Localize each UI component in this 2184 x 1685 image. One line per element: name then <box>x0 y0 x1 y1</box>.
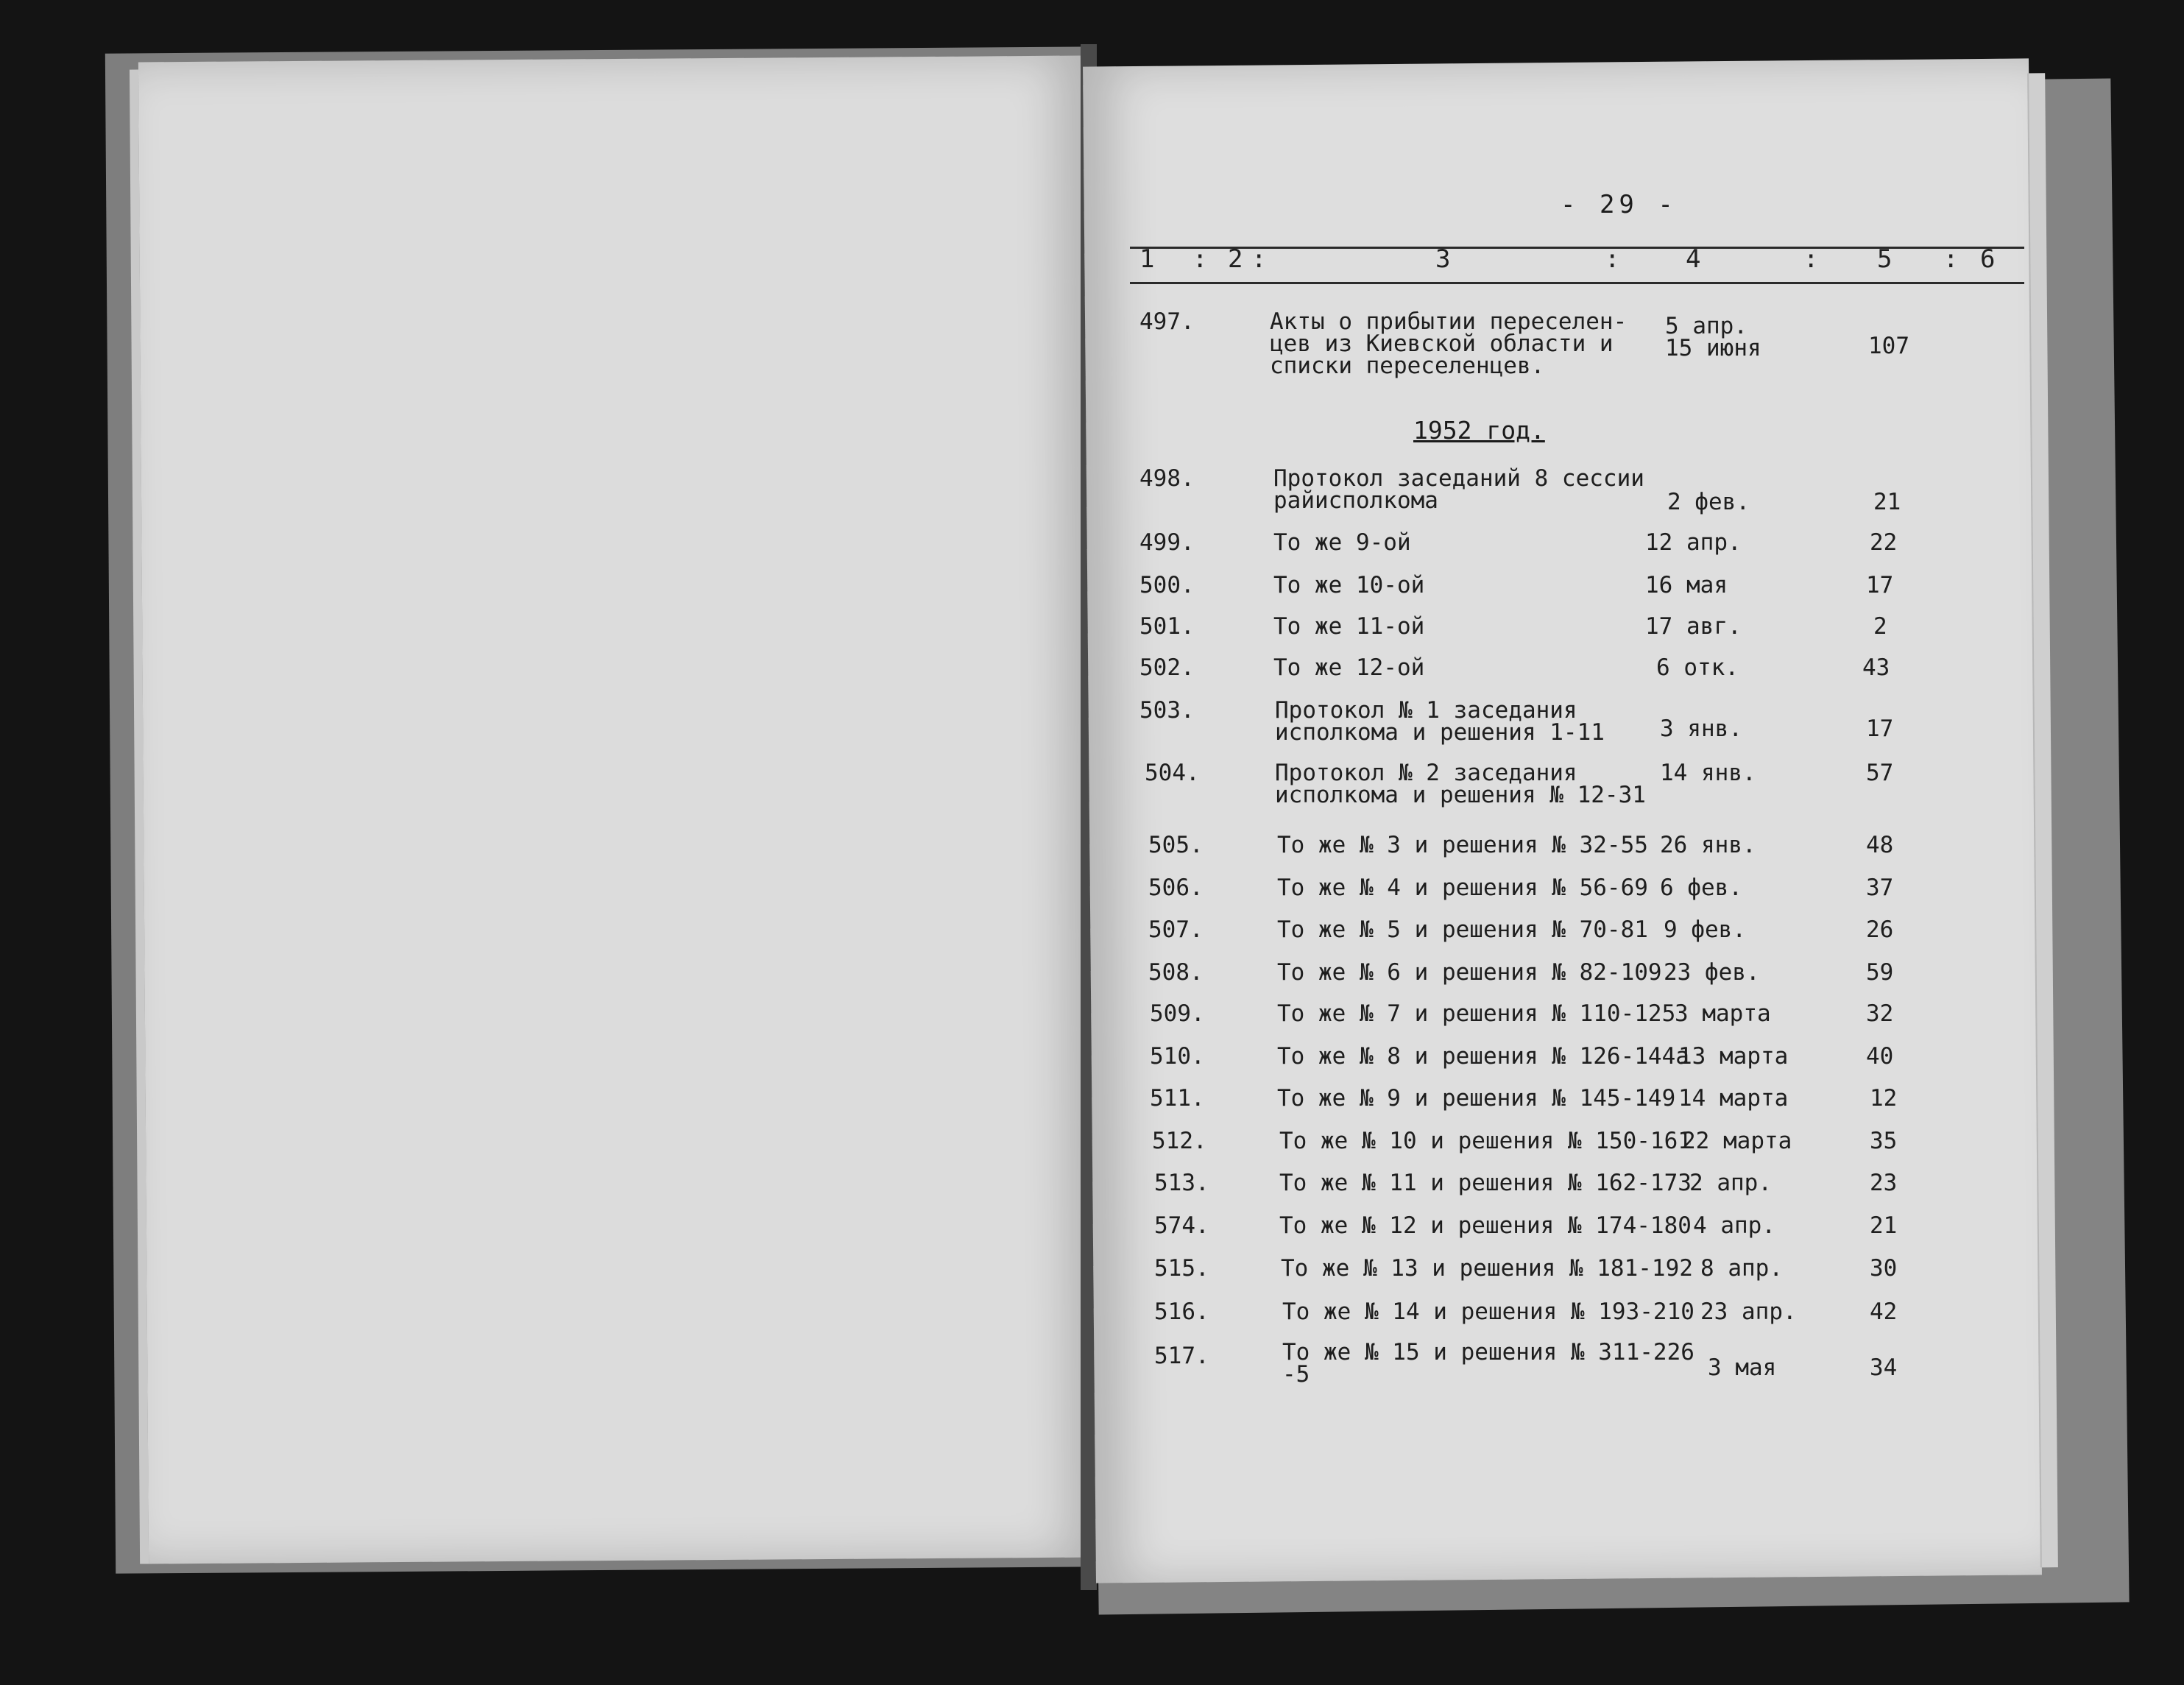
left-page-blank <box>138 56 1091 1564</box>
col-header-5: 5 <box>1877 244 1893 274</box>
row-date: 16 мая <box>1645 572 1728 598</box>
row-title: То же № 11 и решения № 162-173 <box>1279 1170 1692 1196</box>
row-title: То же № 14 и решения № 193-210 <box>1282 1299 1694 1325</box>
row-num: 517. <box>1154 1343 1209 1369</box>
row-num: 502. <box>1139 654 1195 681</box>
row-num: 515. <box>1154 1255 1209 1282</box>
row-date: 8 апр. <box>1700 1255 1783 1282</box>
row-title: То же 9-ой <box>1273 529 1411 556</box>
row-pages: 21 <box>1873 489 1901 515</box>
row-pages: 48 <box>1866 832 1894 858</box>
row-title: То же № 3 и решения № 32-55 <box>1277 832 1648 858</box>
row-date: 17 авг. <box>1645 613 1742 640</box>
row-title: То же 11-ой <box>1273 613 1425 640</box>
col-sep: : <box>1192 244 1208 274</box>
row-num: 511. <box>1150 1085 1205 1112</box>
row-pages: 22 <box>1870 529 1898 556</box>
row-date: 26 янв. <box>1660 832 1756 858</box>
row-num: 505. <box>1148 832 1204 858</box>
row-num: 504. <box>1145 760 1200 786</box>
col-header-1: 1 <box>1139 244 1155 274</box>
col-header-2: 2 <box>1228 244 1243 274</box>
row-num: 506. <box>1148 875 1204 901</box>
row-date: 23 апр. <box>1700 1299 1797 1325</box>
row-num: 500. <box>1139 572 1195 598</box>
row-title: Протокол № 1 заседания исполкома и решения 1-11 <box>1275 697 1605 746</box>
row-pages: 17 <box>1866 716 1894 742</box>
row-pages: 40 <box>1866 1043 1894 1070</box>
row-pages: 2 <box>1873 613 1887 640</box>
col-sep: : <box>1943 244 1959 274</box>
row-num: 499. <box>1139 529 1195 556</box>
row-pages: 57 <box>1866 760 1894 786</box>
row-pages: 23 <box>1870 1170 1898 1196</box>
col-header-4: 4 <box>1686 244 1701 274</box>
col-sep: : <box>1251 244 1267 274</box>
row-title: То же № 13 и решения № 181-192 <box>1281 1255 1693 1282</box>
section-title: 1952 год. <box>1413 416 1545 445</box>
row-num: 507. <box>1148 916 1204 943</box>
row-date: 2 апр. <box>1689 1170 1772 1196</box>
col-header-6: 6 <box>1980 244 1996 274</box>
row-title: То же № 8 и решения № 126-144а <box>1277 1043 1689 1070</box>
row-date: 2 фев. <box>1667 489 1750 515</box>
col-sep: : <box>1803 244 1819 274</box>
row-title: То же № 10 и решения № 150-161 <box>1279 1128 1692 1154</box>
row-title: То же 12-ой <box>1273 654 1425 681</box>
row-title: То же № 9 и решения № 145-149 <box>1277 1085 1676 1112</box>
row-date: 23 фев. <box>1664 959 1760 986</box>
row-num: 513. <box>1154 1170 1209 1196</box>
row-title: То же № 15 и решения № 311-226 -5 <box>1282 1339 1694 1388</box>
row-title: Протокол № 2 заседания исполкома и решения № 12-31 <box>1275 760 1646 808</box>
row-date: 5 апр. 15 июня <box>1665 313 1761 361</box>
row-date: 6 отк. <box>1656 654 1739 681</box>
row-pages: 26 <box>1866 916 1894 943</box>
col-header-3: 3 <box>1435 244 1451 274</box>
row-date: 3 мая <box>1708 1354 1777 1381</box>
row-num: 509. <box>1150 1000 1205 1027</box>
row-pages: 17 <box>1866 572 1894 598</box>
row-pages: 12 <box>1870 1085 1898 1112</box>
row-num: 510. <box>1150 1043 1205 1070</box>
row-num: 508. <box>1148 959 1204 986</box>
col-sep: : <box>1605 244 1620 274</box>
header-rule-bottom <box>1130 282 2024 284</box>
row-num: 503. <box>1139 697 1195 724</box>
row-pages: 107 <box>1868 333 1909 359</box>
row-pages: 30 <box>1870 1255 1898 1282</box>
row-date: 3 янв. <box>1660 716 1742 742</box>
row-date: 14 марта <box>1678 1085 1789 1112</box>
row-date: 13 марта <box>1678 1043 1789 1070</box>
row-num: 498. <box>1139 465 1195 492</box>
row-title: Акты о прибытии переселен- цев из Киевской области и списки переселенцев. <box>1270 308 1628 379</box>
row-num: 497. <box>1139 308 1195 335</box>
row-num: 516. <box>1154 1299 1209 1325</box>
row-date: 4 апр. <box>1693 1212 1775 1239</box>
row-num: 512. <box>1152 1128 1207 1154</box>
row-pages: 21 <box>1870 1212 1898 1239</box>
row-title: То же № 12 и решения № 174-180 <box>1279 1212 1692 1239</box>
row-date: 3 марта <box>1675 1000 1771 1027</box>
row-title: То же № 4 и решения № 56-69 <box>1277 875 1648 901</box>
row-date: 14 янв. <box>1660 760 1756 786</box>
row-date: 9 фев. <box>1664 916 1746 943</box>
row-title: То же № 6 и решения № 82-109 <box>1277 959 1662 986</box>
row-pages: 37 <box>1866 875 1894 901</box>
row-pages: 35 <box>1870 1128 1898 1154</box>
row-pages: 43 <box>1862 654 1890 681</box>
row-title: Протокол заседаний 8 сессии райисполкома <box>1273 465 1644 514</box>
row-pages: 59 <box>1866 959 1894 986</box>
row-date: 22 марта <box>1682 1128 1792 1154</box>
row-pages: 34 <box>1870 1354 1898 1381</box>
row-title: То же № 7 и решения № 110-125 <box>1277 1000 1676 1027</box>
row-date: 6 фев. <box>1660 875 1742 901</box>
row-num: 501. <box>1139 613 1195 640</box>
row-num: 574. <box>1154 1212 1209 1239</box>
row-title: То же 10-ой <box>1273 572 1425 598</box>
row-pages: 42 <box>1870 1299 1898 1325</box>
row-date: 12 апр. <box>1645 529 1742 556</box>
page-number: - 29 - <box>1561 190 1678 219</box>
row-pages: 32 <box>1866 1000 1894 1027</box>
row-title: То же № 5 и решения № 70-81 <box>1277 916 1648 943</box>
